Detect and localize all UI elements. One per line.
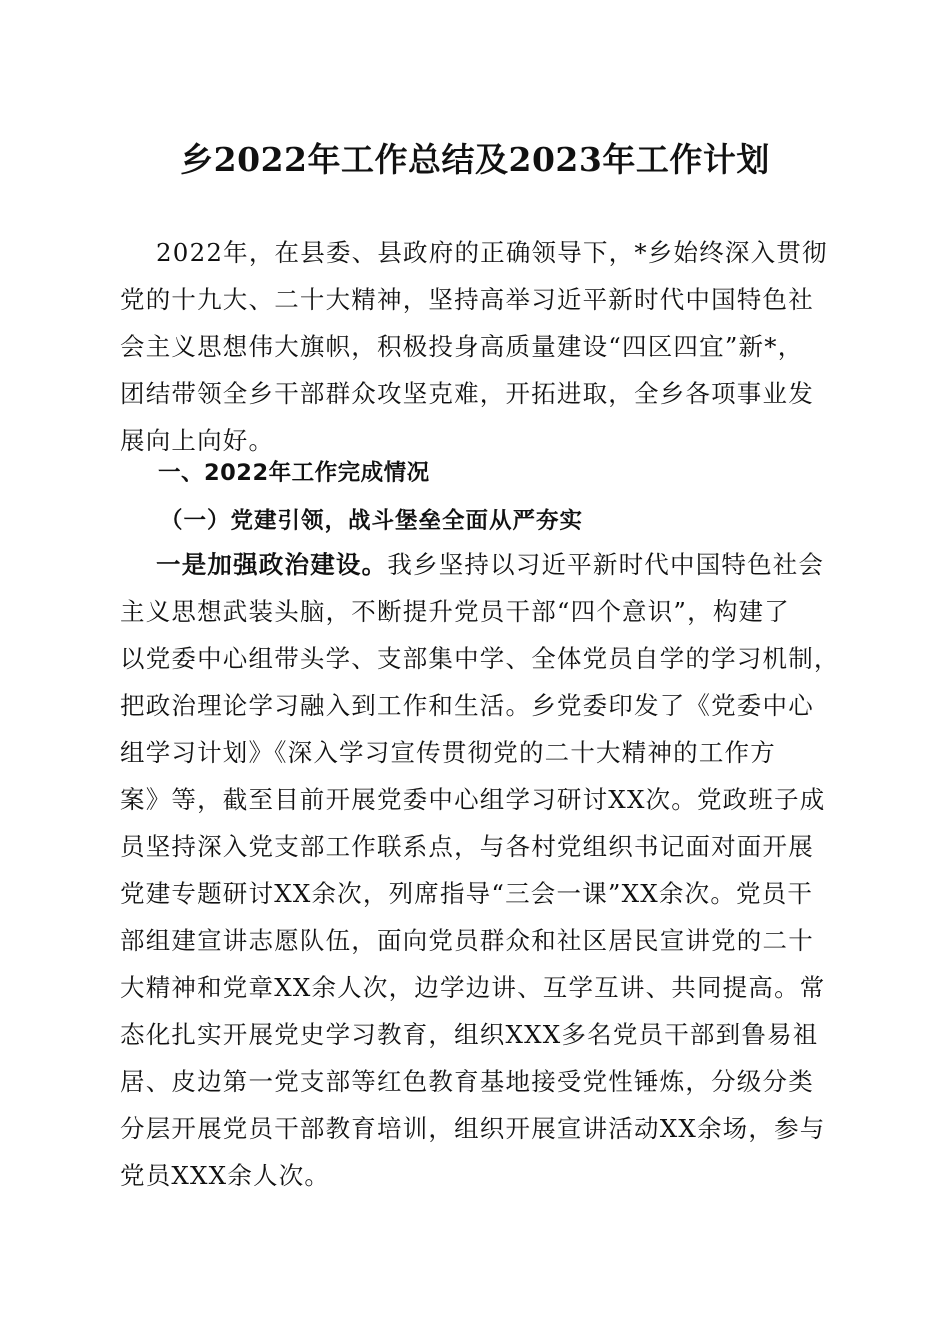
text-line: 团结带领全乡干部群众攻坚克难，开拓进取，全乡各项事业发 xyxy=(120,379,814,408)
text-line: 展向上向好。 xyxy=(120,426,275,455)
text-line: 会主义思想伟大旗帜，积极投身高质量建设“四区四宜”新*， xyxy=(120,332,804,361)
text-line xyxy=(120,541,826,588)
intro-paragraph xyxy=(120,229,826,464)
text-line: 党的十九大、二十大精神，坚持高举习近平新时代中国特色社 xyxy=(120,285,814,314)
text-line: 党建专题研讨XX余次，列席指导“三会一课”XX余次。党员干 xyxy=(120,879,814,908)
text-line: 组学习计划》《深入学习宣传贯彻党的二十大精神的工作方 xyxy=(120,738,776,767)
text-line: 主义思想武装头脑，不断提升党员干部“四个意识”，构建了 xyxy=(120,597,790,626)
text-line: 部组建宣讲志愿队伍，面向党员群众和社区居民宣讲党的二十 xyxy=(120,926,814,955)
text-line: 大精神和党章XX余人次，边学边讲、互学互讲、共同提高。常 xyxy=(120,973,826,1002)
text-line: 以党委中心组带头学、支部集中学、全体党员自学的学习机制， xyxy=(120,644,840,673)
political-building-paragraph xyxy=(120,541,840,1199)
subsection-heading: （一）党建引领，战斗堡垒全面从严夯实 xyxy=(160,508,584,534)
paragraph-lead: 一是加强政治建设。 xyxy=(156,550,388,579)
text-line: 居、皮边第一党支部等红色教育基地接受党性锤炼，分级分类 xyxy=(120,1067,814,1096)
text-line: 分层开展党员干部教育培训，组织开展宣讲活动XX余场，参与 xyxy=(120,1114,826,1143)
text-line: 把政治理论学习融入到工作和生活。乡党委印发了《党委中心 xyxy=(120,691,814,720)
paragraph-text: 我乡坚持以习近平新时代中国特色社会 xyxy=(387,550,825,579)
text-line: 党员XXX余人次。 xyxy=(120,1161,331,1190)
text-line: 态化扎实开展党史学习教育，组织XXX多名党员干部到鲁易祖 xyxy=(120,1020,819,1049)
text-line: 2022年，在县委、县政府的正确领导下，*乡始终深入贯彻 xyxy=(156,238,828,267)
text-line: 案》等，截至目前开展党委中心组学习研讨XX次。党政班子成 xyxy=(120,785,826,814)
document-title: 乡2022年工作总结及2023年工作计划 xyxy=(180,140,770,179)
section-heading: 一、2022年工作完成情况 xyxy=(158,460,430,486)
text-line: 员坚持深入党支部工作联系点，与各村党组织书记面对面开展 xyxy=(120,832,814,861)
